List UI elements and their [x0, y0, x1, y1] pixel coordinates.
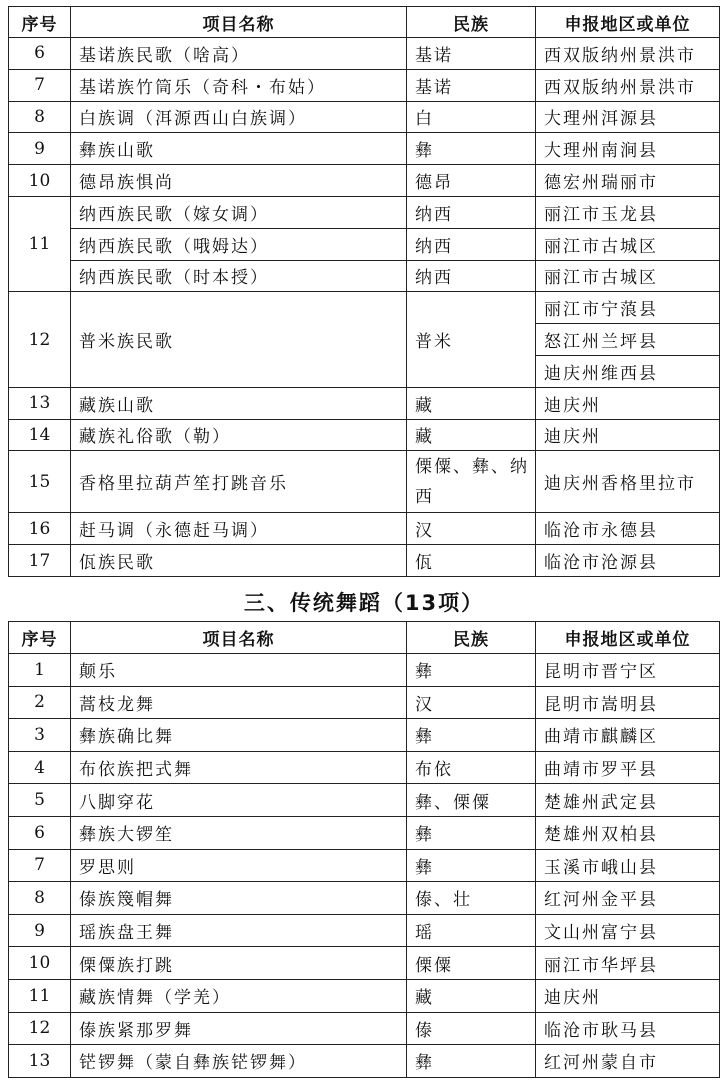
- row-no: 11: [9, 979, 71, 1012]
- row-name: 香格里拉葫芦笙打跳音乐: [71, 451, 407, 513]
- row-region: 丽江市宁蒗县: [536, 292, 720, 324]
- row-name: 藏族礼俗歌（勒）: [71, 419, 407, 451]
- row-name: 颠乐: [71, 654, 407, 687]
- row-ethnic: 藏: [407, 387, 536, 419]
- header-name: 项目名称: [71, 7, 407, 38]
- row-no: 16: [9, 513, 71, 545]
- row-name: 德昂族惧尚: [71, 165, 407, 197]
- row-ethnic: 彝: [407, 1045, 536, 1078]
- row-ethnic: 彝: [407, 849, 536, 882]
- header-no: 序号: [9, 7, 71, 38]
- row-no: 1: [9, 654, 71, 687]
- row-no: 12: [9, 1012, 71, 1045]
- table-row: [9, 882, 720, 915]
- row-name: 基诺族民歌（啥高）: [71, 38, 407, 70]
- row-no: 13: [9, 1045, 71, 1078]
- row-ethnic: 藏: [407, 419, 536, 451]
- row-ethnic: 彝、傈僳: [407, 784, 536, 817]
- table-row: [9, 69, 720, 101]
- row-name: 藏族山歌: [71, 387, 407, 419]
- table-row: [9, 228, 720, 260]
- row-no: 5: [9, 784, 71, 817]
- row-name: 傣族紧那罗舞: [71, 1012, 407, 1045]
- row-region: 西双版纳州景洪市: [536, 69, 720, 101]
- row-region: 玉溪市峨山县: [536, 849, 720, 882]
- row-name: 纳西族民歌（嫁女调）: [71, 196, 407, 228]
- row-region: 文山州富宁县: [536, 914, 720, 947]
- row-ethnic: 汉: [407, 513, 536, 545]
- table-row: [9, 979, 720, 1012]
- table-row: [9, 816, 720, 849]
- row-ethnic: 傈僳: [407, 947, 536, 980]
- table-row: [9, 133, 720, 165]
- table-row: [9, 686, 720, 719]
- row-ethnic: 佤: [407, 545, 536, 577]
- row-region: 迪庆州: [536, 979, 720, 1012]
- row-region: 曲靖市麒麟区: [536, 719, 720, 752]
- row-no: 12: [9, 292, 71, 387]
- table-row: [9, 719, 720, 752]
- row-region: 昆明市晋宁区: [536, 654, 720, 687]
- row-name: 基诺族竹筒乐（奇科・布姑）: [71, 69, 407, 101]
- row-ethnic: 藏: [407, 979, 536, 1012]
- table-row: [9, 849, 720, 882]
- row-region: 迪庆州: [536, 387, 720, 419]
- table-row: [9, 101, 720, 133]
- table-row: [9, 947, 720, 980]
- table-header-row: [9, 7, 720, 38]
- table-row: [9, 260, 720, 292]
- row-ethnic: 彝: [407, 719, 536, 752]
- row-no: 2: [9, 686, 71, 719]
- row-region: 丽江市古城区: [536, 260, 720, 292]
- row-no: 6: [9, 816, 71, 849]
- row-name: 傈僳族打跳: [71, 947, 407, 980]
- row-region: 昆明市嵩明县: [536, 686, 720, 719]
- row-no: 8: [9, 882, 71, 915]
- row-no: 15: [9, 451, 71, 513]
- music-table: [8, 6, 720, 577]
- table-row: [9, 1045, 720, 1078]
- row-region: 迪庆州香格里拉市: [536, 451, 720, 513]
- row-name: 彝族确比舞: [71, 719, 407, 752]
- row-region: 楚雄州武定县: [536, 784, 720, 817]
- row-no: 17: [9, 545, 71, 577]
- row-no: 7: [9, 849, 71, 882]
- row-region: 德宏州瑞丽市: [536, 165, 720, 197]
- header-no: 序号: [9, 622, 71, 654]
- table-row: [9, 196, 720, 228]
- row-ethnic: 瑶: [407, 914, 536, 947]
- row-name: 佤族民歌: [71, 545, 407, 577]
- row-ethnic: 纳西: [407, 196, 536, 228]
- row-name: 八脚穿花: [71, 784, 407, 817]
- row-name: 藏族情舞（学羌）: [71, 979, 407, 1012]
- row-name: 白族调（洱源西山白族调）: [71, 101, 407, 133]
- row-region: 曲靖市罗平县: [536, 751, 720, 784]
- row-ethnic: 德昂: [407, 165, 536, 197]
- row-ethnic: 布依: [407, 751, 536, 784]
- row-ethnic: 彝: [407, 133, 536, 165]
- header-ethnic: 民族: [407, 622, 536, 654]
- table-row: [9, 165, 720, 197]
- table-row: [9, 292, 720, 324]
- table-row: [9, 914, 720, 947]
- table-row: [9, 751, 720, 784]
- row-no: 9: [9, 133, 71, 165]
- row-name: 铓锣舞（蒙自彝族铓锣舞）: [71, 1045, 407, 1078]
- row-no: 10: [9, 947, 71, 980]
- row-region: 西双版纳州景洪市: [536, 38, 720, 70]
- table-row: [9, 38, 720, 70]
- row-no: 7: [9, 69, 71, 101]
- row-region: 丽江市华坪县: [536, 947, 720, 980]
- row-region: 红河州金平县: [536, 882, 720, 915]
- row-name: 彝族大锣笙: [71, 816, 407, 849]
- table-row: [9, 451, 720, 513]
- row-no: 13: [9, 387, 71, 419]
- row-region: 丽江市玉龙县: [536, 196, 720, 228]
- table-row: [9, 784, 720, 817]
- row-ethnic: 纳西: [407, 228, 536, 260]
- row-no: 10: [9, 165, 71, 197]
- section-heading: 三、传统舞蹈（13项）: [243, 591, 485, 615]
- row-ethnic: 纳西: [407, 260, 536, 292]
- row-name: 纳西族民歌（哦姆达）: [71, 228, 407, 260]
- row-ethnic: 普米: [407, 292, 536, 387]
- row-ethnic: 基诺: [407, 38, 536, 70]
- dance-table: [8, 621, 720, 1078]
- row-no: 3: [9, 719, 71, 752]
- row-no: 9: [9, 914, 71, 947]
- table-row: [9, 545, 720, 577]
- row-name: 瑶族盘王舞: [71, 914, 407, 947]
- row-region: 大理州南涧县: [536, 133, 720, 165]
- row-ethnic: 傣: [407, 1012, 536, 1045]
- row-region: 迪庆州: [536, 419, 720, 451]
- row-region: 临沧市永德县: [536, 513, 720, 545]
- row-ethnic: 彝: [407, 816, 536, 849]
- table-row: [9, 387, 720, 419]
- row-no: 11: [9, 196, 71, 291]
- row-region: 临沧市沧源县: [536, 545, 720, 577]
- row-ethnic: 基诺: [407, 69, 536, 101]
- table-row: [9, 513, 720, 545]
- row-name: 布依族把式舞: [71, 751, 407, 784]
- table-row: [9, 419, 720, 451]
- row-region: 大理州洱源县: [536, 101, 720, 133]
- row-name: 纳西族民歌（时本授）: [71, 260, 407, 292]
- row-name: 傣族篾帽舞: [71, 882, 407, 915]
- row-name: 赶马调（永德赶马调）: [71, 513, 407, 545]
- row-region: 楚雄州双柏县: [536, 816, 720, 849]
- table-row: [9, 1012, 720, 1045]
- row-name: 彝族山歌: [71, 133, 407, 165]
- header-region: 申报地区或单位: [536, 7, 720, 38]
- row-ethnic: 汉: [407, 686, 536, 719]
- row-region: 怒江州兰坪县: [536, 324, 720, 356]
- row-ethnic: 傈僳、彝、纳西: [407, 451, 536, 513]
- row-region: 迪庆州维西县: [536, 355, 720, 387]
- header-ethnic: 民族: [407, 7, 536, 38]
- row-name: 普米族民歌: [71, 292, 407, 387]
- table-row: [9, 654, 720, 687]
- row-region: 临沧市耿马县: [536, 1012, 720, 1045]
- row-ethnic: 傣、壮: [407, 882, 536, 915]
- row-name: 罗思则: [71, 849, 407, 882]
- row-no: 14: [9, 419, 71, 451]
- table-header-row: [9, 622, 720, 654]
- row-ethnic: 彝: [407, 654, 536, 687]
- row-no: 6: [9, 38, 71, 70]
- row-region: 红河州蒙自市: [536, 1045, 720, 1078]
- row-region: 丽江市古城区: [536, 228, 720, 260]
- header-name: 项目名称: [71, 622, 407, 654]
- row-ethnic: 白: [407, 101, 536, 133]
- row-no: 4: [9, 751, 71, 784]
- row-name: 蒿枝龙舞: [71, 686, 407, 719]
- row-no: 8: [9, 101, 71, 133]
- header-region: 申报地区或单位: [536, 622, 720, 654]
